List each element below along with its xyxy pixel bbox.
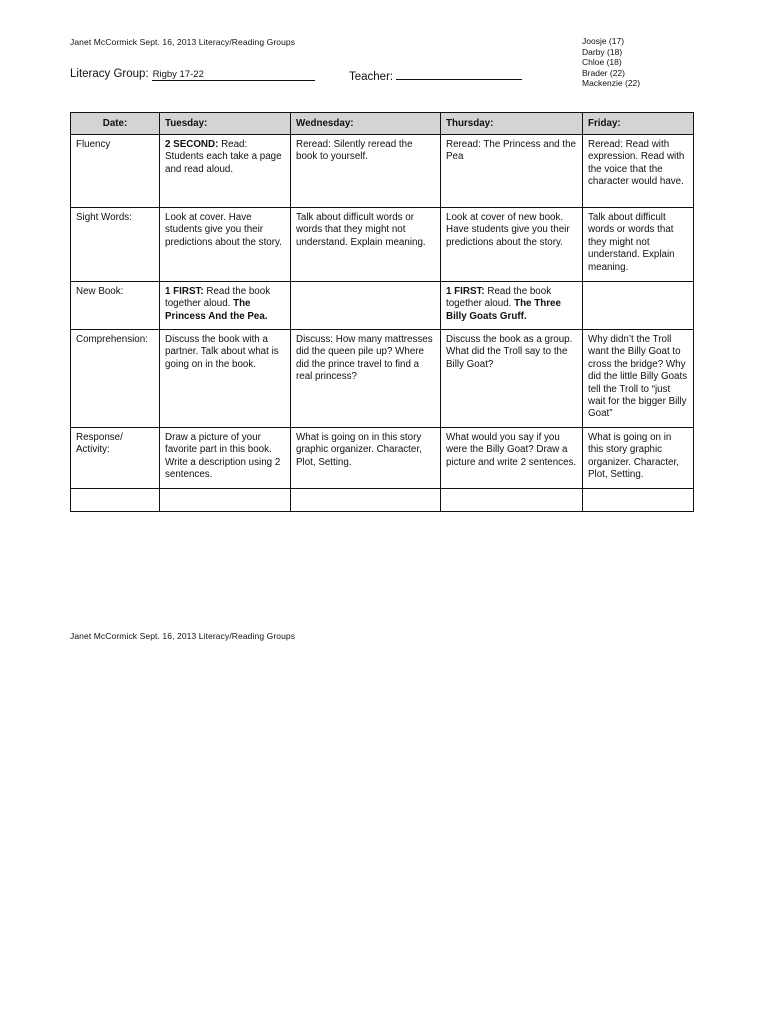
literacy-group-field xyxy=(70,68,315,81)
cell-wednesday xyxy=(291,282,441,330)
cell-thursday: Reread: The Princess and the Pea xyxy=(441,135,583,208)
cell-thursday xyxy=(441,282,583,330)
book-title: The Three Billy Goats Gruff. xyxy=(446,298,561,322)
table-row-comprehension xyxy=(71,330,694,428)
cell-tuesday xyxy=(160,135,291,208)
cell-thursday: What would you say if you were the Billy Goat? Draw a picture and write 2 sentences. xyxy=(441,428,583,489)
empty-cell xyxy=(71,489,160,512)
student-name: Joosje (17) xyxy=(582,36,625,46)
cell-wednesday: Talk about difficult words or words that they might not understand. Explain meaning. xyxy=(291,208,441,282)
row-label: Response/ Activity: xyxy=(71,428,160,489)
teacher-field xyxy=(349,68,522,83)
empty-cell xyxy=(160,489,291,512)
table-row-response-activity xyxy=(71,428,694,489)
student-name: Brader (22) xyxy=(582,67,625,78)
cell-wednesday: What is going on in this story graphic organizer. Character, Plot, Setting. xyxy=(291,428,441,489)
lesson-plan-table xyxy=(70,112,694,512)
row-label: Fluency xyxy=(71,135,160,208)
header-date: Date: xyxy=(71,113,160,135)
student-name: Mackenzie (22) xyxy=(582,78,641,88)
literacy-group-value: Rigby 17-22 xyxy=(152,69,315,81)
teacher-value xyxy=(396,68,522,80)
teacher-label: Teacher: xyxy=(349,71,394,83)
student-name: Chloe (18) xyxy=(582,57,622,67)
step-label: 1 FIRST: xyxy=(446,286,485,297)
cell-tuesday: Look at cover. Have students give you their predictions about the story. xyxy=(160,208,291,282)
table-header-row xyxy=(71,113,694,135)
cell-wednesday: Discuss: How many mattresses did the queen pile up? Where did the prince travel to find a real princess? xyxy=(291,330,441,428)
document-header: Janet McCormick Sept. 16, 2013 Literacy/Reading Groups xyxy=(70,37,296,47)
table-row-empty xyxy=(71,489,694,512)
cell-text: Read the book together aloud. xyxy=(165,286,271,310)
cell-tuesday: Discuss the book with a partner. Talk about what is going on in the book. xyxy=(160,330,291,428)
table-row-fluency xyxy=(71,135,694,208)
cell-friday: What is going on in this story graphic organizer. Character, Plot, Setting. xyxy=(583,428,694,489)
cell-friday: Talk about difficult words or words that they might not understand. Explain meaning. xyxy=(583,208,694,282)
cell-friday xyxy=(583,282,694,330)
row-label: Sight Words: xyxy=(71,208,160,282)
cell-tuesday: Draw a picture of your favorite part in this book. Write a description using 2 sentences. xyxy=(160,428,291,489)
book-title: The Princess And the Pea. xyxy=(165,298,268,322)
header-tuesday: Tuesday: xyxy=(160,113,291,135)
row-label: New Book: xyxy=(71,282,160,330)
cell-text: Read the book together aloud. xyxy=(446,286,552,310)
header-thursday: Thursday: xyxy=(441,113,583,135)
empty-cell xyxy=(441,489,583,512)
student-name: Darby (18) xyxy=(582,46,623,57)
empty-cell xyxy=(291,489,441,512)
cell-thursday: Look at cover of new book. Have students give you their predictions about the story. xyxy=(441,208,583,282)
cell-friday: Why didn’t the Troll want the Billy Goat to cross the bridge? Why did the little Billy Goats tell the Troll to “just wait for the bigger Billy Goat” xyxy=(583,330,694,428)
table-row-new-book xyxy=(71,282,694,330)
step-label: 1 FIRST: xyxy=(165,286,204,297)
literacy-group-label: Literacy Group: xyxy=(70,68,149,80)
header-wednesday: Wednesday: xyxy=(291,113,441,135)
cell-tuesday xyxy=(160,282,291,330)
document-footer: Janet McCormick Sept. 16, 2013 Literacy/Reading Groups xyxy=(70,631,296,641)
step-label: 2 SECOND: xyxy=(165,139,219,150)
table-row-sight-words xyxy=(71,208,694,282)
header-friday: Friday: xyxy=(583,113,694,135)
cell-friday: Reread: Read with expression. Read with the voice that the character would have. xyxy=(583,135,694,208)
cell-text: Read: Students each take a page and read aloud. xyxy=(165,139,282,175)
cell-wednesday: Reread: Silently reread the book to yourself. xyxy=(291,135,441,208)
student-list xyxy=(582,36,640,89)
cell-thursday: Discuss the book as a group. What did the Troll say to the Billy Goat? xyxy=(441,330,583,428)
empty-cell xyxy=(583,489,694,512)
row-label: Comprehension: xyxy=(71,330,160,428)
